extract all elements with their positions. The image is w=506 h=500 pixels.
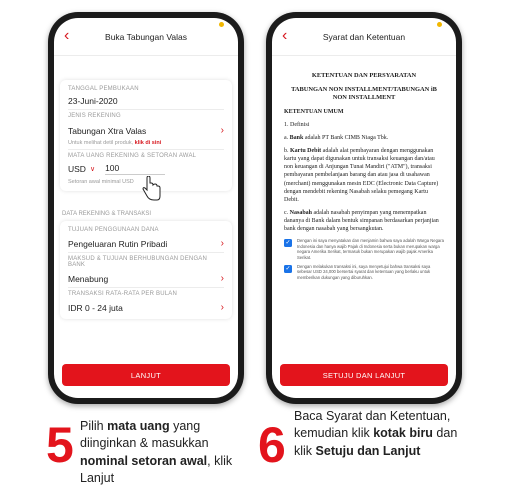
maksud-label: MAKSUD & TUJUAN BERHUBUNGAN DENGAN BANK bbox=[68, 256, 208, 268]
terms-bank-paragraph: a. Bank adalah PT Bank CIMB Niaga Tbk. bbox=[284, 135, 389, 142]
step6-text-c: dan klik bbox=[294, 426, 458, 458]
currency-dropdown[interactable] bbox=[68, 164, 95, 174]
maksud-value: Menabung bbox=[68, 273, 109, 284]
step5-text-a: Pilih bbox=[80, 419, 108, 433]
transaksi-label: TRANSAKSI RATA-RATA PER BULAN bbox=[68, 291, 178, 297]
terms-nasabah-text: adalah nasabah penyimpan yang menempatkan dananya di Bank dalam bentuk simpanan berdasarkan perjanjian bank dengan nasabah yang bersangkutan. bbox=[284, 209, 439, 233]
setuju-lanjut-button[interactable]: SETUJU DAN LANJUT bbox=[280, 364, 448, 386]
terms-kartu-prefix: b. bbox=[284, 148, 289, 155]
amount-input[interactable]: 100 bbox=[105, 163, 165, 175]
step6-text-b: kotak biru bbox=[373, 426, 433, 441]
page-title: Syarat dan Ketentuan bbox=[322, 31, 406, 42]
terms-nasabah-term: Nasabah bbox=[289, 209, 313, 216]
divider bbox=[68, 287, 224, 288]
left-phone-screen bbox=[54, 18, 238, 398]
right-app-bar bbox=[272, 18, 456, 56]
chevron-right-icon: › bbox=[220, 273, 224, 284]
step-6-caption bbox=[294, 408, 478, 460]
step-5-caption bbox=[80, 418, 256, 487]
produk-hint bbox=[68, 140, 224, 146]
left-phone-frame bbox=[48, 12, 244, 404]
maksud-selector[interactable] bbox=[68, 273, 224, 284]
jenis-selector[interactable] bbox=[68, 125, 224, 136]
divider bbox=[68, 109, 224, 110]
tujuan-selector[interactable] bbox=[68, 238, 224, 249]
step-6-number: 6 bbox=[258, 417, 286, 473]
chevron-down-icon: ∨ bbox=[89, 166, 96, 173]
chevron-right-icon: › bbox=[220, 238, 224, 249]
lanjut-button[interactable]: LANJUT bbox=[62, 364, 230, 386]
transaksi-selector[interactable] bbox=[68, 302, 224, 313]
step5-text-b: mata uang bbox=[107, 419, 170, 433]
mata-uang-label: MATA UANG REKENING & SETORAN AWAL bbox=[68, 153, 197, 159]
consent-row-2 bbox=[284, 264, 444, 280]
divider bbox=[68, 252, 224, 253]
step5-text-c: yang diinginkan & masukkan bbox=[80, 419, 209, 451]
terms-nasabah-paragraph bbox=[284, 209, 444, 233]
terms-nasabah-prefix: c. bbox=[284, 209, 289, 216]
divider bbox=[68, 149, 224, 150]
setoran-hint: Setoran awal minimal USD bbox=[68, 179, 134, 185]
tanggal-value: 23-Juni-2020 bbox=[68, 96, 118, 106]
section-title: DATA REKENING & TRANSAKSI bbox=[62, 211, 152, 217]
terms-kartu-text: adalah alat pembayaran dengan menggunakan kartu yang dapat digunakan untuk transaksi keuangan dan/atau non keuangan di Anjungan Tunai Mandiri ("ATM"), transaksi pembayaran pembelanjaan barang dan atau jasa di usahawan (merchant) menggunakan mesin EDC (Electronic Data Capture) dengan mendebit rekening Nasabah selaku pemegang Kartu Debit. bbox=[284, 148, 439, 203]
produk-link[interactable]: klik di sini bbox=[134, 140, 162, 146]
consent-checkbox-1[interactable]: ✓ bbox=[285, 240, 291, 247]
terms-kartu-term: Kartu Debit bbox=[290, 148, 322, 155]
terms-bank-text: adalah PT Bank CIMB Niaga Tbk. bbox=[304, 135, 389, 142]
amount-row bbox=[68, 163, 224, 175]
terms-document bbox=[272, 56, 456, 233]
terms-heading-1: KETENTUAN DAN PERSYARATAN bbox=[311, 72, 417, 79]
step5-text-e: , klik Lanjut bbox=[80, 453, 233, 485]
tanggal-label: TANGGAL PEMBUKAAN bbox=[68, 86, 139, 92]
produk-hint-text: Untuk melihat detil produk, bbox=[68, 140, 134, 146]
terms-heading-2: TABUNGAN NON INSTALLMENT/TABUNGAN iB NON INSTALLMENT bbox=[291, 85, 437, 102]
step6-text-d: Setuju dan Lanjut bbox=[315, 443, 421, 458]
consent-checkbox-2[interactable]: ✓ bbox=[285, 265, 291, 272]
transaksi-value: IDR 0 - 24 juta bbox=[68, 302, 123, 313]
terms-kartu-paragraph bbox=[284, 147, 444, 204]
jenis-value: Tabungan Xtra Valas bbox=[68, 125, 147, 136]
left-app-bar bbox=[54, 18, 238, 56]
terms-heading-3: KETENTUAN UMUM bbox=[284, 108, 344, 115]
jenis-label: JENIS REKENING bbox=[68, 113, 121, 119]
step6-text-a: Baca Syarat dan Ketentuan, kemudian klik bbox=[294, 409, 451, 441]
consent-text-1: Dengan ini saya menyatakan dan menjamin bahwa saya adalah Warga Negara Indonesia dan hanya wajib Pajak di Indonesia serta bukan merupakan warga negara Amerika Serikat, termasuk bukan merupakan wajib pajak Amerika Serikat. bbox=[297, 238, 444, 260]
step5-text-d: nominal setoran awal bbox=[80, 453, 208, 468]
currency-value: USD bbox=[68, 164, 86, 174]
back-chevron-icon[interactable]: ‹ bbox=[282, 27, 288, 44]
page-title: Buka Tabungan Valas bbox=[105, 31, 187, 42]
consent-row-1 bbox=[284, 238, 444, 260]
right-phone-frame bbox=[266, 12, 462, 404]
terms-definisi: 1. Definisi bbox=[284, 122, 310, 129]
chevron-right-icon: › bbox=[220, 125, 224, 136]
hand-pointer-icon bbox=[140, 176, 162, 202]
account-info-card bbox=[60, 80, 232, 191]
step-5-number: 5 bbox=[46, 417, 74, 473]
chevron-right-icon: › bbox=[220, 302, 224, 313]
tujuan-value: Pengeluaran Rutin Pribadi bbox=[68, 238, 168, 249]
back-chevron-icon[interactable]: ‹ bbox=[64, 27, 70, 44]
terms-bank-term: Bank bbox=[289, 135, 304, 142]
tujuan-label: TUJUAN PENGGUNAAN DANA bbox=[68, 227, 159, 233]
right-phone-screen bbox=[272, 18, 456, 398]
consent-text-2: Dengan melakukan transaksi ini, saya menyetujui bahwa transaksi saya sebesar USD 24,000 bersertai syarat dan ketentuan yang berlaku untuk memberikan dukungan yang diburuhkan. bbox=[297, 263, 431, 280]
transaction-card bbox=[60, 221, 232, 319]
